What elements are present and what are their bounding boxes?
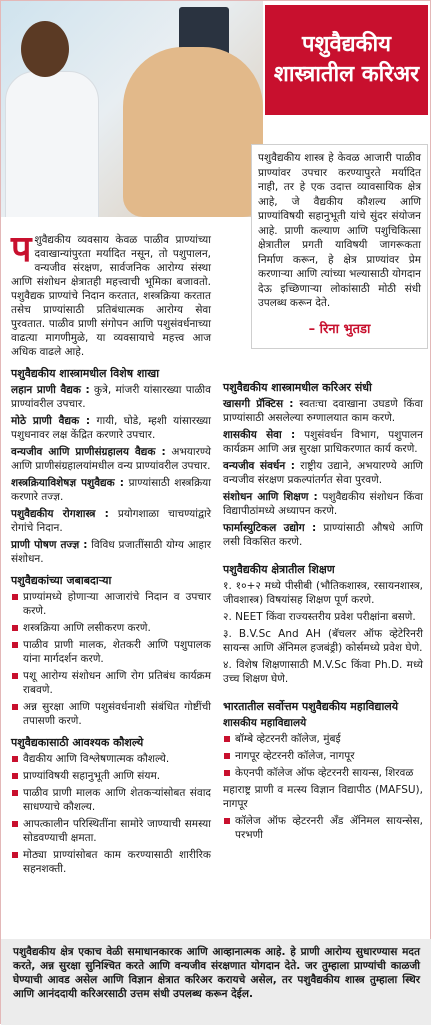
bullet-square-icon (224, 818, 230, 824)
specialty-item: मोठे प्राणी वैद्यक : गायी, घोडे, म्हशी यांसारख्या पशुधनावर लक्ष केंद्रित करणारे उपचार. (11, 415, 211, 441)
list-item: पाळीव प्राणी मालक, शेतकरी आणि पशुपालक यांना मार्गदर्शन करणे. (11, 638, 211, 666)
vet-with-dog-photo (1, 1, 263, 217)
career-item: खासगी प्रॅक्टिस : स्वतःचा दवाखाना उघडणे किंवा प्राण्यांसाठी असलेल्या रुग्णालयात काम करणे. (223, 398, 423, 424)
bullet-square-icon (12, 642, 18, 648)
bullet-square-icon (12, 790, 18, 796)
lead-paragraph (11, 228, 211, 359)
list-item: आपत्कालीन परिस्थितींना सामोरे जाण्याची समस्या सोडवण्याची क्षमता. (11, 817, 211, 845)
headline-box (265, 5, 428, 115)
bullet-square-icon (12, 756, 18, 762)
skills-heading: पशुवैद्यकासाठी आवश्यक कौशल्ये (11, 736, 144, 749)
list-item: कॉलेज ऑफ व्हेटरनरी ॲंड ॲनिमल सायन्सेस, परभणी (223, 814, 423, 842)
specialty-item: लहान प्राणी वैद्यक : कुत्रे, मांजरी यांसारख्या पाळीव प्राण्यांवरील उपचार. (11, 384, 211, 410)
left-column (11, 228, 211, 879)
career-item: शासकीय सेवा : पशुसंवर्धन विभाग, पशुपालन कार्यक्रम आणि अन्न सुरक्षा प्राधिकरणात कार्य करणे. (223, 429, 423, 455)
headline-line-1: पशुवैद्यकीय (302, 32, 391, 57)
skills-list (11, 752, 211, 876)
career-item: फार्मास्युटिकल उद्योग : प्राण्यांसाठी औषधे आणि लसी विकसित करणे. (223, 522, 423, 548)
duties-heading: पशुवैद्यकांच्या जबाबदाऱ्या (11, 574, 112, 587)
career-item: वन्यजीव संवर्धन : राष्ट्रीय उद्याने, अभयारण्ये आणि वन्यजीव संरक्षण प्रकल्पांतर्गत सेवा पुरवणे. (223, 460, 424, 486)
specialty-item: वन्यजीव आणि प्राणीसंग्रहालय वैद्यक : अभयारण्ये आणि प्राणीसंग्रहालयांमधील वन्य प्राण्यांवरील उपचार. (11, 446, 211, 472)
conclusion-text: पशुवैद्यकीय क्षेत्र एकाच वेळी समाधानकारक आणि आव्हानात्मक आहे. हे प्राणी आरोग्य सुधारण्यास मदत करते, अन्न सुरक्षा सुनिश्चित करते आणि वन्यजीव संरक्षणात योगदान देते. जर तुम्हाला प्राण्यांची काळजी घेण्याची आवड असेल आणि विज्ञान क्षेत्रात करिअर करायचे असेल, तर पशुवैद्यकीय शास्त्र तुम्हाला स्थिर आणि आनंददायी करिअरसाठी उत्तम संधी उपलब्ध करून देईल. (13, 946, 420, 1000)
education-step: ३. B.V.Sc And AH (बॅचलर ऑफ व्हेटेरिनरी सायन्स आणि ॲनिमल हजबंड्री) कोर्समध्ये प्रवेश घेणे. (223, 628, 423, 654)
author-byline: – रिना भुतडा (308, 321, 371, 337)
list-item: मोठ्या प्राण्यांसोबत काम करण्यासाठी शारीरिक सहनशक्ती. (11, 848, 211, 876)
careers-heading: पशुवैद्यकीय शास्त्रामधील करिअर संधी (223, 381, 372, 394)
dog-figure (123, 47, 263, 217)
specialty-item: पशुवैद्यकीय रोगशास्त्र : प्रयोगशाळा चाचण्यांद्वारे रोगांचे निदान. (11, 508, 211, 534)
colleges-subheading: शासकीय महाविद्यालये (223, 717, 307, 729)
list-item: पाळीव प्राणी मालक आणि शेतकऱ्यांसोबत संवाद साधण्याचे कौशल्य. (11, 786, 211, 814)
vet-figure (5, 71, 99, 217)
right-column (223, 381, 423, 845)
duties-list (11, 590, 211, 728)
specialties-heading: पशुवैद्यकीय शास्त्रामधील विशेष शाखा (11, 367, 160, 380)
drop-cap: प (11, 228, 32, 270)
list-item: केएनपी कॉलेज ऑफ व्हेटरनरी सायन्स, शिरवळ (223, 766, 423, 780)
vet-head (21, 21, 69, 77)
bullet-square-icon (12, 773, 18, 779)
bullet-square-icon (224, 736, 230, 742)
career-item: संशोधन आणि शिक्षण : पशुवैद्यकीय संशोधन किंवा विद्यापीठांमध्ये अध्यापन करणे. (223, 491, 423, 517)
intro-text: पशुवैद्यकीय शास्त्र हे केवळ आजारी पाळीव प्राण्यांवर उपचार करण्यापुरते मर्यादित नाही, तर हे एक उदात्त व्यावसायिक क्षेत्र आहे, जे वैद्यकीय कौशल्य आणि प्राण्यांविषयी सहानुभूती यांचे सुंदर संयोजन आहे. प्राणी कल्याण आणि पशुचिकित्सा क्षेत्रातील प्रगती याविषयी जागरूकता निर्माण करून, हे क्षेत्र प्राण्यांवर प्रेम करणाऱ्या आणि त्यांच्या भल्यासाठी योगदान देऊ इच्छिणाऱ्या लोकांसाठी मोठी संधी उपलब्ध करून देते. (258, 152, 421, 309)
education-step: १. १०+२ मध्ये पीसीबी (भौतिकशास्त्र, रसायनशास्त्र, जीवशास्त्र) विषयांसह शिक्षण पूर्ण करणे. (223, 580, 423, 606)
education-heading: पशुवैद्यकीय क्षेत्रातील शिक्षण (223, 563, 335, 576)
bullet-square-icon (224, 753, 230, 759)
list-item: पशू आरोग्य संशोधन आणि रोग प्रतिबंध कार्यक्रम राबवणे. (11, 669, 211, 697)
list-item: वैद्यकीय आणि विश्लेषणात्मक कौशल्ये. (11, 752, 211, 766)
list-item: प्राण्यांविषयी सहानुभूती आणि संयम. (11, 769, 211, 783)
bullet-square-icon (12, 625, 18, 631)
list-item: शस्त्रक्रिया आणि लसीकरण करणे. (11, 621, 211, 635)
headline-line-2: शास्त्रातील करिअर (273, 62, 420, 87)
bullet-square-icon (224, 770, 230, 776)
specialty-item: प्राणी पोषण तज्ज्ञ : विविध प्रजातींसाठी योग्य आहार संशोधन. (11, 539, 211, 565)
list-item: महाराष्ट्र प्राणी व मत्स्य विज्ञान विद्यापीठ (MAFSU), नागपूर (223, 784, 423, 810)
bullet-square-icon (12, 852, 18, 858)
education-step: ४. विशेष शिक्षणासाठी M.V.Sc किंवा Ph.D. मध्ये उच्च शिक्षण घेणे. (223, 659, 423, 685)
intro-box (251, 144, 428, 349)
bullet-square-icon (12, 704, 18, 710)
bullet-square-icon (12, 673, 18, 679)
education-step: २. NEET किंवा राज्यस्तरीय प्रवेश परीक्षांना बसणे. (223, 611, 416, 623)
specialty-item: शस्त्रक्रियाविशेषज्ञ पशुवैद्यक : प्राण्यांसाठी शस्त्रक्रिया करणारे तज्ज्ञ. (11, 477, 211, 503)
lead-text: शुवैद्यकीय व्यवसाय केवळ पाळीव प्राण्यांच्या दवाखान्यांपुरता मर्यादित नसून, तो पशुपालन, वन्यजीव संरक्षण, सार्वजनिक आरोग्य संस्था आणि संशोधन क्षेत्रातही महत्त्वाची भूमिका बजावतो. पशुवैद्यक प्राण्यांचे निदान करतात, शस्त्रक्रिया करतात तसेच प्राण्यांसाठी प्रतिबंधात्मक आरोग्य सेवा पुरवतात. पाळीव प्राणी संगोपन आणि पशुसंवर्धनाच्या वाढत्या मागणीमुळे, या व्यवसायाचे महत्त्व आज अधिक वाढले आहे. (11, 234, 211, 358)
colleges-list (223, 732, 423, 842)
list-item: अन्न सुरक्षा आणि पशुसंवर्धनाशी संबंधित गोष्टींची तपासणी करणे. (11, 700, 211, 728)
bullet-square-icon (12, 594, 18, 600)
list-item: नागपूर व्हेटरनरी कॉलेज, नागपूर (223, 749, 423, 763)
list-item: बॉम्बे व्हेटरनरी कॉलेज, मुंबई (223, 732, 423, 746)
colleges-heading: भारतातील सर्वोत्तम पशुवैद्यकीय महाविद्यालये (223, 700, 399, 713)
list-item: प्राण्यांमध्ये होणाऱ्या आजारांचे निदान व उपचार करणे. (11, 590, 211, 618)
conclusion-box (1, 939, 431, 1025)
bullet-square-icon (12, 821, 18, 827)
